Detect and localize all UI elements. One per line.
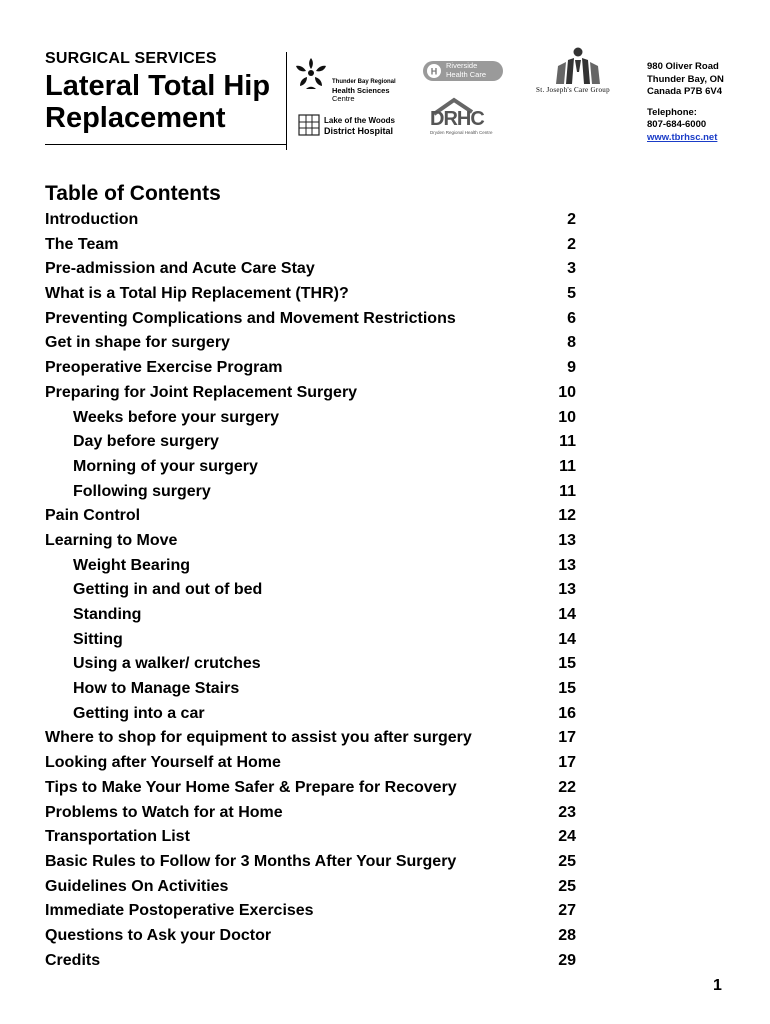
toc-entry-page: 5 bbox=[567, 285, 576, 303]
toc-entry-page: 11 bbox=[559, 433, 576, 451]
toc-entry-page: 27 bbox=[558, 902, 576, 920]
toc-entry-page: 15 bbox=[558, 680, 576, 698]
toc-subentry[interactable] bbox=[45, 430, 576, 455]
drhc-mark: DRHC bbox=[430, 108, 484, 130]
toc-entry[interactable] bbox=[45, 875, 576, 900]
toc-entry-page: 16 bbox=[558, 704, 576, 722]
toc-entry-page: 10 bbox=[558, 383, 576, 401]
sjcg-logo bbox=[532, 46, 624, 98]
toc-subentry[interactable] bbox=[45, 455, 576, 480]
toc-entry-label: Looking after Yourself at Home bbox=[45, 754, 281, 772]
document-title bbox=[45, 70, 285, 134]
contact-phone-label: Telephone: bbox=[647, 106, 697, 118]
toc-entry-page: 24 bbox=[558, 828, 576, 846]
toc-entry[interactable] bbox=[45, 504, 576, 529]
tbrhsc-emblem-icon bbox=[292, 56, 330, 92]
toc-entry-label: Preparing for Joint Replacement Surgery bbox=[45, 383, 358, 401]
toc-entry-label: Get in shape for surgery bbox=[45, 334, 230, 352]
svg-text:H: H bbox=[430, 66, 438, 77]
toc-entry-page: 13 bbox=[558, 581, 576, 599]
header-divider-vertical bbox=[286, 52, 287, 150]
toc-entry-page: 9 bbox=[567, 359, 576, 377]
tbrhsc-name-line-2: Health Sciences bbox=[332, 85, 390, 95]
contact-city: Thunder Bay, ON bbox=[647, 73, 724, 85]
toc-entry-page: 12 bbox=[558, 507, 576, 525]
toc-entry-label: How to Manage Stairs bbox=[73, 680, 240, 698]
contact-block bbox=[647, 61, 757, 144]
sjcg-figures-icon bbox=[532, 46, 624, 86]
toc-entry-label: Problems to Watch for at Home bbox=[45, 803, 283, 821]
toc-entry[interactable] bbox=[45, 356, 576, 381]
contact-phone: 807-684-6000 bbox=[647, 119, 707, 130]
toc-entry-page: 25 bbox=[558, 852, 576, 870]
drhc-name: Dryden Regional Health Centre bbox=[430, 130, 493, 135]
toc-entry[interactable] bbox=[45, 924, 576, 949]
toc-entry-label: Following surgery bbox=[73, 482, 211, 500]
website-link[interactable]: www.tbrhsc.net bbox=[647, 131, 718, 143]
toc-subentry[interactable] bbox=[45, 677, 576, 702]
toc-entry-page: 2 bbox=[567, 235, 576, 253]
toc-heading: Table of Contents bbox=[45, 182, 221, 205]
toc-entry-page: 10 bbox=[558, 408, 576, 426]
toc-entry[interactable] bbox=[45, 233, 576, 258]
toc-entry[interactable] bbox=[45, 257, 576, 282]
toc-entry-label: Immediate Postoperative Exercises bbox=[45, 902, 314, 920]
toc-subentry[interactable] bbox=[45, 480, 576, 505]
toc-entry[interactable] bbox=[45, 776, 576, 801]
toc-entry-label: Credits bbox=[45, 951, 101, 969]
toc-entry[interactable] bbox=[45, 208, 576, 233]
toc-entry-page: 15 bbox=[558, 655, 576, 673]
riverside-name-line-1: Riverside bbox=[446, 61, 478, 70]
toc-subentry[interactable] bbox=[45, 628, 576, 653]
toc-list bbox=[45, 208, 576, 973]
toc-entry-label: The Team bbox=[45, 235, 119, 253]
tbrhsc-name-line-1: Thunder Bay Regional bbox=[332, 79, 396, 85]
toc-entry-page: 23 bbox=[558, 803, 576, 821]
toc-entry-page: 11 bbox=[559, 457, 576, 475]
toc-entry-label: Where to shop for equipment to assist you after surgery bbox=[45, 729, 472, 747]
page-number: 1 bbox=[713, 977, 722, 994]
tbrhsc-logo bbox=[292, 56, 422, 106]
toc-entry[interactable] bbox=[45, 825, 576, 850]
toc-entry-label: Learning to Move bbox=[45, 531, 178, 549]
toc-entry-label: Using a walker/ crutches bbox=[73, 655, 261, 673]
toc-entry-label: Getting into a car bbox=[73, 704, 205, 722]
toc-entry[interactable] bbox=[45, 899, 576, 924]
toc-entry-page: 14 bbox=[558, 630, 576, 648]
toc-entry-page: 11 bbox=[559, 482, 576, 500]
riverside-name-line-2: Health Care bbox=[446, 69, 487, 79]
toc-entry-label: Weight Bearing bbox=[73, 556, 191, 574]
lotw-name-line-1: Lake of the Woods bbox=[324, 116, 395, 125]
document-header bbox=[45, 50, 285, 134]
toc-entry-page: 14 bbox=[558, 606, 576, 623]
toc-entry-page: 28 bbox=[558, 926, 576, 944]
toc-entry-label: Preoperative Exercise Program bbox=[45, 359, 283, 377]
toc-entry-label: Transportation List bbox=[45, 828, 190, 846]
toc-subentry[interactable] bbox=[45, 554, 576, 579]
toc-entry[interactable] bbox=[45, 850, 576, 875]
contact-street: 980 Oliver Road bbox=[647, 61, 719, 72]
toc-entry[interactable] bbox=[45, 282, 576, 307]
toc-entry[interactable] bbox=[45, 801, 576, 826]
toc-entry-label: Preventing Complications and Movement Restrictions bbox=[45, 309, 456, 327]
toc-entry-label: Pain Control bbox=[45, 507, 141, 525]
tbrhsc-name-line-3: Centre bbox=[332, 94, 355, 103]
toc-entry[interactable] bbox=[45, 949, 576, 974]
lotw-building-icon bbox=[298, 114, 320, 136]
toc-entry[interactable] bbox=[45, 529, 576, 554]
document-title-line-1: Lateral Total Hip bbox=[45, 70, 271, 102]
contact-spacer bbox=[647, 99, 757, 107]
toc-subentry[interactable] bbox=[45, 652, 576, 677]
toc-entry-label: Standing bbox=[73, 606, 142, 623]
toc-entry-page: 29 bbox=[558, 951, 576, 969]
toc-entry-label: Sitting bbox=[73, 630, 123, 648]
header-divider-horizontal bbox=[45, 144, 287, 145]
document-title-line-2: Replacement bbox=[45, 102, 226, 134]
toc-entry-page: 6 bbox=[567, 309, 576, 327]
toc-entry-page: 17 bbox=[558, 729, 576, 747]
toc-entry-label: Morning of your surgery bbox=[73, 457, 258, 475]
toc-entry[interactable] bbox=[45, 331, 576, 356]
toc-subentry[interactable] bbox=[45, 603, 576, 628]
department-label: SURGICAL SERVICES bbox=[45, 50, 217, 67]
lotw-logo bbox=[298, 114, 408, 140]
sjcg-name: St. Joseph's Care Group bbox=[536, 86, 610, 94]
toc-entry-page: 13 bbox=[558, 531, 576, 549]
lotw-name bbox=[324, 116, 395, 136]
toc-entry-page: 13 bbox=[558, 556, 576, 574]
drhc-logo bbox=[428, 96, 504, 140]
toc-entry-page: 17 bbox=[558, 754, 576, 772]
contact-postal: Canada P7B 6V4 bbox=[647, 86, 722, 97]
toc-entry-label: Questions to Ask your Doctor bbox=[45, 926, 272, 944]
toc-entry-label: What is a Total Hip Replacement (THR)? bbox=[45, 285, 349, 303]
toc-entry-label: Getting in and out of bed bbox=[73, 581, 263, 599]
toc-entry-label: Tips to Make Your Home Safer & Prepare for Recovery bbox=[45, 778, 457, 796]
toc-entry[interactable] bbox=[45, 726, 576, 751]
toc-entry[interactable] bbox=[45, 751, 576, 776]
lotw-name-line-2: District Hospital bbox=[324, 126, 394, 136]
toc-entry-label: Basic Rules to Follow for 3 Months After Your Surgery bbox=[45, 852, 457, 870]
toc-entry-label: Pre-admission and Acute Care Stay bbox=[45, 260, 315, 278]
toc-entry[interactable] bbox=[45, 307, 576, 332]
toc-entry-page: 8 bbox=[567, 334, 576, 352]
toc-entry-page: 25 bbox=[558, 877, 576, 895]
toc-entry-page: 3 bbox=[567, 260, 576, 278]
toc-entry-page: 22 bbox=[558, 778, 576, 796]
toc-subentry[interactable] bbox=[45, 702, 576, 727]
riverside-logo bbox=[422, 60, 504, 82]
tbrhsc-name bbox=[332, 78, 396, 104]
toc-entry-label: Introduction bbox=[45, 211, 139, 228]
toc-entry-page: 2 bbox=[567, 211, 576, 228]
toc-subentry[interactable] bbox=[45, 406, 576, 431]
toc-entry-label: Weeks before your surgery bbox=[73, 408, 280, 426]
toc-subentry[interactable] bbox=[45, 578, 576, 603]
toc-entry-label: Guidelines On Activities bbox=[45, 877, 229, 895]
toc-entry[interactable] bbox=[45, 381, 576, 406]
toc-entry-label: Day before surgery bbox=[73, 433, 219, 451]
riverside-name bbox=[446, 62, 486, 79]
